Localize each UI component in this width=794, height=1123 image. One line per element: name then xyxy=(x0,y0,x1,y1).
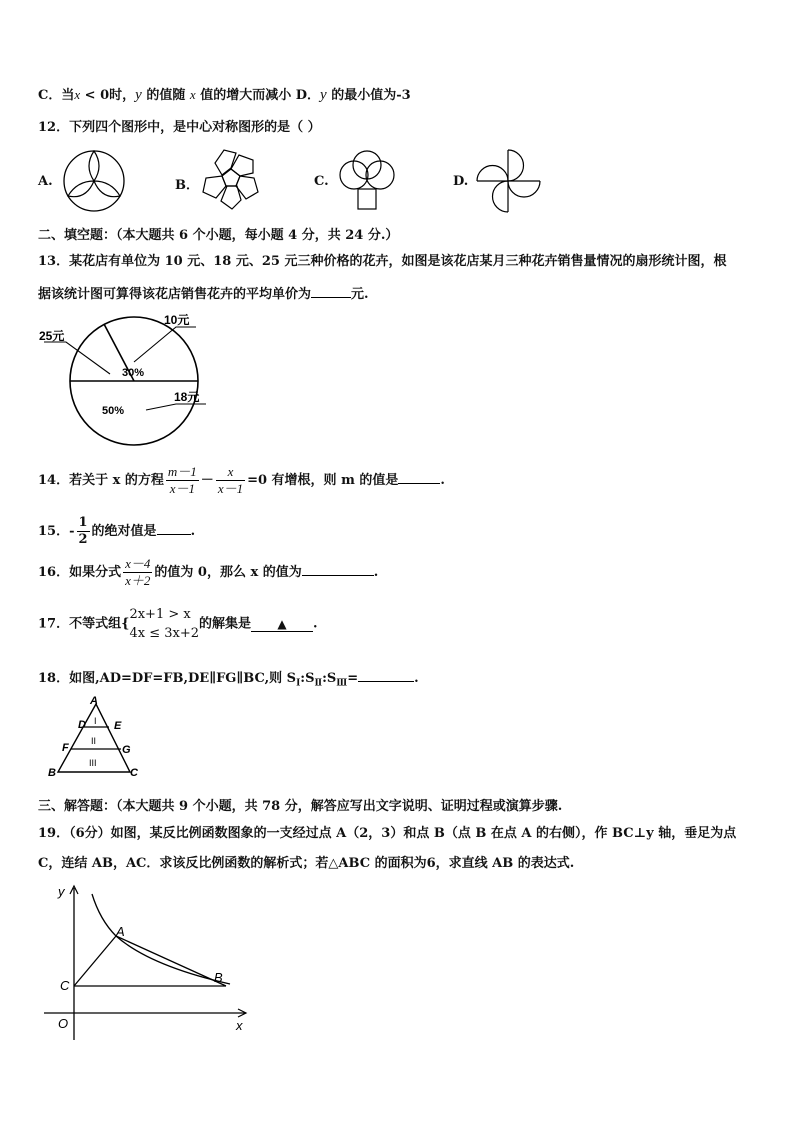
fig18-D: D xyxy=(78,719,86,731)
q12-figure-b xyxy=(196,146,266,214)
q16-end: . xyxy=(373,565,379,580)
q11-options-cd xyxy=(38,84,411,104)
q12-option-b: B． xyxy=(175,178,199,193)
q17-pre: 17．不等式组{ xyxy=(38,616,130,632)
q14-frac1-num: m－1 xyxy=(167,464,197,479)
q17-ineq1: 2x+1 > x xyxy=(129,607,191,622)
q11-c-cond: < 0 xyxy=(80,88,110,103)
q12-stem: 12．下列四个图形中，是中心对称图形的是（ ） xyxy=(38,120,321,135)
pie-label-10: 10元 xyxy=(164,313,190,327)
q12-figure-a xyxy=(60,148,130,214)
q15-end: . xyxy=(190,524,196,539)
section-3-heading: 三、解答题：（本大题共 9 个小题，共 78 分，解答应写出文字说明、证明过程或演算步骤. xyxy=(38,799,563,814)
section-2-heading: 二、填空题：（本大题共 6 个小题，每小题 4 分，共 24 分.） xyxy=(38,228,399,243)
q11-c-text1: 的值随 xyxy=(141,88,190,103)
q15-post: 的绝对值是 xyxy=(91,524,157,539)
q11-d-label: D． xyxy=(291,88,321,103)
q17-ineq2: 4x ≤ 3x+2 xyxy=(129,626,199,641)
q18 xyxy=(38,667,419,689)
q14-frac2-num: x xyxy=(216,464,245,481)
q19-line2: C，连结 AB，AC．求该反比例函数的解析式；若△ABC 的面积为6，求直线 AB 的表达式. xyxy=(38,856,575,871)
q13-pie-chart xyxy=(36,310,216,450)
q16 xyxy=(38,556,378,589)
graph-x-label: x xyxy=(236,1018,243,1033)
q17-post: 的解集是 xyxy=(198,616,251,632)
q16-post: 的值为 0，那么 x 的值为 xyxy=(154,565,302,580)
q18-answer-blank xyxy=(358,669,414,682)
q13-line2-end: 元. xyxy=(351,287,369,302)
q12-option-d: D. xyxy=(453,174,469,189)
fig18-G: G xyxy=(122,744,131,756)
graph-y-label: y xyxy=(58,884,65,899)
graph-point-C: C xyxy=(60,978,70,993)
fig18-E: E xyxy=(114,720,122,732)
q11-d-text: 的最小值为-3 xyxy=(326,88,411,103)
q18-sub1: Ⅰ xyxy=(296,678,301,689)
q17 xyxy=(38,605,318,643)
q14-end: . xyxy=(440,473,445,488)
q14-post: =0 有增根，则 m 的值是 xyxy=(247,473,399,488)
q11-c-var: x xyxy=(74,87,81,102)
q18-text: 18．如图,AD=DF=FB,DE∥FG∥BC,则 S xyxy=(38,671,297,686)
q11-c-y: y xyxy=(135,87,142,103)
q17-triangle-icon: ▲ xyxy=(277,616,287,631)
q15-answer-blank xyxy=(157,522,191,535)
q18-eq: = xyxy=(347,671,359,686)
fig18-C: C xyxy=(130,767,138,779)
q14-pre: 14．若关于 x 的方程 xyxy=(38,473,164,488)
q11-c-label: C．当 xyxy=(38,88,75,103)
pie-label-18: 18元 xyxy=(174,390,200,404)
q15-pre: 15．- xyxy=(38,524,75,539)
pie-label-25: 25元 xyxy=(39,329,65,343)
q11-c-text2: 值的增大而减小 xyxy=(195,88,292,103)
fig18-B: B xyxy=(48,767,56,779)
fig18-region-3: III xyxy=(89,758,97,768)
q12-option-a: A. xyxy=(38,174,53,189)
q18-end: . xyxy=(414,671,419,686)
graph-point-A: A xyxy=(116,924,125,939)
q17-end: . xyxy=(313,616,318,632)
q18-sub2: Ⅱ xyxy=(314,678,323,689)
q14 xyxy=(38,464,445,497)
q18-sep1: :S xyxy=(300,671,315,686)
q16-pre: 16．如果分式 xyxy=(38,565,122,580)
pie-pct-30: 30% xyxy=(122,367,145,379)
q14-minus: － xyxy=(200,473,214,488)
q12-figure-d xyxy=(474,148,544,214)
q14-answer-blank xyxy=(398,471,440,484)
q18-triangle-figure xyxy=(44,696,144,780)
q11-d-y: y xyxy=(320,87,327,103)
q16-answer-blank xyxy=(302,563,374,576)
fig18-region-2: II xyxy=(91,736,97,746)
q14-frac2-den: x－1 xyxy=(217,481,244,496)
q15-num: 1 xyxy=(78,515,88,530)
q19-line1: 19．（6分）如图，某反比例函数图象的一支经过点 A（2，3）和点 B（点 B 在点 A 的右侧），作 BC⊥y 轴，垂足为点 xyxy=(38,826,737,841)
q15 xyxy=(38,515,195,548)
q11-c-mid: 时， xyxy=(109,88,136,103)
q14-frac1-den: x－1 xyxy=(169,481,195,496)
q11-c-x2: x xyxy=(189,87,196,102)
q13-answer-blank xyxy=(311,285,351,298)
q16-den: x＋2 xyxy=(125,573,151,588)
fig18-A: A xyxy=(90,696,98,707)
q13-line1: 13．某花店有单位为 10 元、18 元、25 元三种价格的花卉，如图是该花店某月三种花卉销售量情况的扇形统计图，根 xyxy=(38,254,727,269)
graph-point-B: B xyxy=(214,970,223,985)
q13-line2-text: 据该统计图可算得该花店销售花卉的平均单价为 xyxy=(38,287,312,302)
q12-option-c: C. xyxy=(314,174,329,189)
fig18-region-1: I xyxy=(94,716,97,726)
q19-function-graph xyxy=(40,880,260,1050)
pie-pct-50: 50% xyxy=(102,405,125,417)
q16-num: x－4 xyxy=(125,556,151,571)
q13-line2 xyxy=(38,283,369,302)
q18-sep2: :S xyxy=(322,671,337,686)
q15-den: 2 xyxy=(78,532,88,547)
fig18-F: F xyxy=(62,742,69,754)
q12-figure-c xyxy=(336,148,398,214)
graph-origin-label: O xyxy=(58,1016,69,1031)
q18-sub3: Ⅲ xyxy=(336,678,348,689)
